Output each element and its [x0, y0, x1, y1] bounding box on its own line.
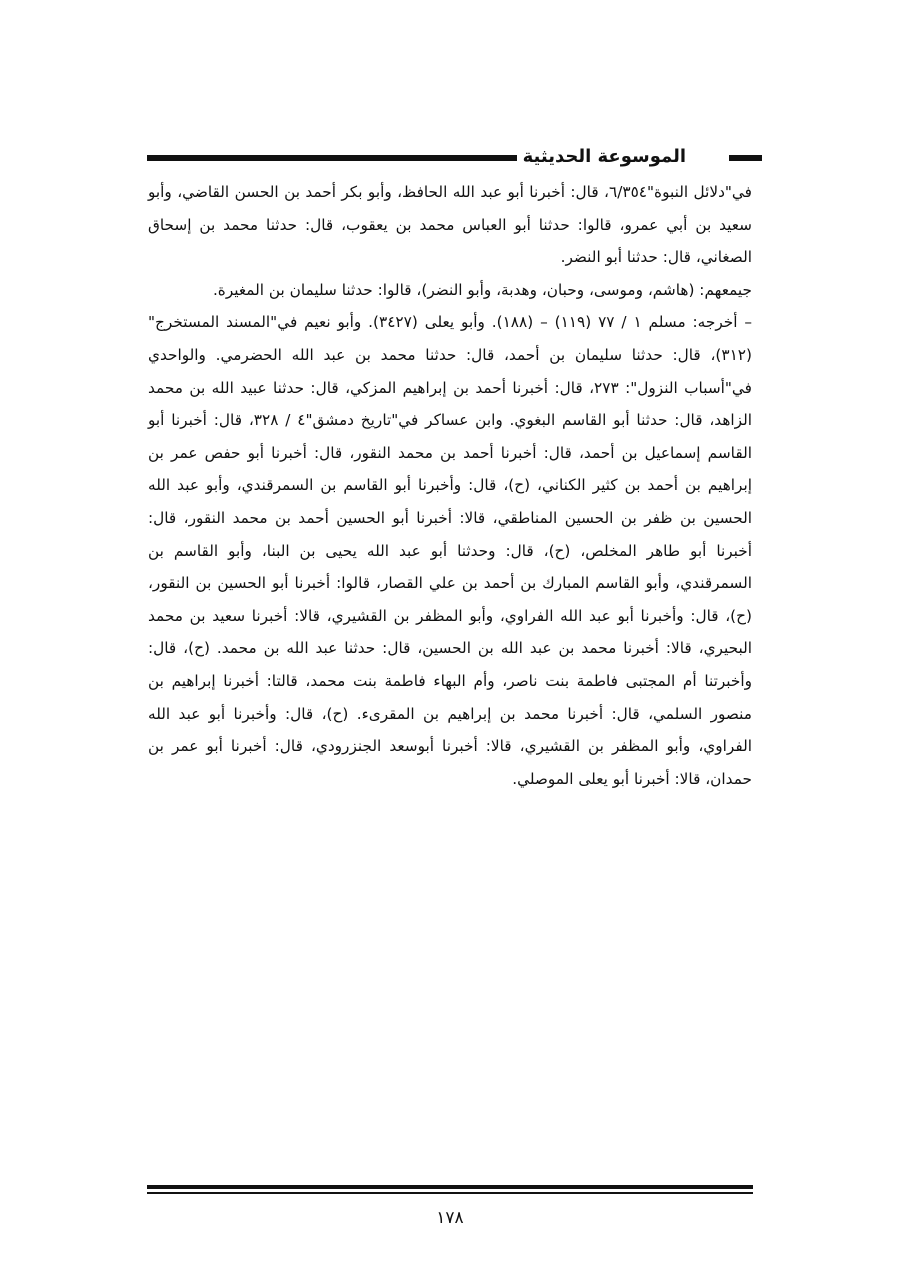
running-header — [147, 146, 762, 172]
footer-rule-thick — [147, 1185, 753, 1189]
paragraph-collective: جيمعهم: (هاشم، وموسى، وحبان، وهدبة، وأبو النضر)، قالوا: حدثنا سليمان بن المغيرة. — [212, 280, 752, 299]
header-rule-left — [147, 155, 537, 161]
paragraph-takhrij: – أخرجه: مسلم ١ / ٧٧ (١١٩) – (١٨٨). وأبو يعلى (٣٤٢٧). وأبو نعيم في"المسند المستخرج"(٣١٢)، قال: حدثنا سليمان بن أحمد، قال: حدثنا محمد بن عبد الله الحضرمي. والواحدي في"أسباب النزول": ٢٧٣، قال: أخبرنا أحمد بن إبراهيم المزكي، قال: حدثنا عبيد الله بن محمد الزاهد، قال: حدثنا أبو القاسم البغوي. وابن عساكر في"تاريخ دمشق"٤ / ٣٢٨، قال: أخبرنا أبو القاسم إسماعيل بن أحمد، قال: أخبرنا أحمد بن محمد النقور، قال: أخبرنا أبو حفص عمر بن إبراهيم بن أحمد بن كثير الكناني، (ح)، قال: وأخبرنا أبو القاسم بن السمرقندي، وأبو عبد الله الحسين بن ظفر بن الحسين المناطقي، قالا: أخبرنا أبو الحسين أحمد بن محمد النقور، قال: أخبرنا أبو طاهر المخلص، (ح)، قال: وحدثنا أبو عبد الله يحيى بن البنا، وأبو القاسم بن السمرقندي، وأبو القاسم المبارك بن أحمد بن علي القصار، قالوا: أخبرنا أبو الحسين بن النقور، (ح)، قال: وأخبرنا أبو عبد الله الفراوي، وأبو المظفر بن القشيري، قالا: أخبرنا سعيد بن محمد البحيري، قالا: أخبرنا محمد بن عبد الله بن الحسين، قال: حدثنا عبد الله بن محمد. (ح)، قال: وأخبرتنا أم المجتبى فاطمة بنت ناصر، وأم البهاء فاطمة بنت محمد، قالتا: أخبرنا إبراهيم بن منصور السلمي، قال: أخبرنا محمد بن إبراهيم بن المقرىء. (ح)، قال: وأخبرنا أبو عبد الله الفراوي، وأبو المظفر بن القشيري، قالا: أخبرنا أبوسعد الجنزرودي، قال: أخبرنا أبو عمر بن حمدان، قالا: أخبرنا أبو يعلى الموصلي. — [148, 313, 753, 788]
footer-rule-thin — [147, 1192, 753, 1194]
header-rule-right — [729, 155, 762, 161]
page-number: ١٧٨ — [436, 1208, 464, 1228]
header-title: الموسوعة الحديثية — [517, 145, 692, 169]
paragraph-source: في"دلائل النبوة"٦/٣٥٤، قال: أخبرنا أبو عبد الله الحافظ، وأبو بكر أحمد بن الحسن القاضي، وأبو سعيد بن أبي عمرو، قالوا: حدثنا أبو العباس محمد بن يعقوب، قال: حدثنا محمد بن إسحاق الصغاني، قال: حدثنا أبو النضر. — [148, 183, 752, 267]
body-text — [148, 176, 752, 795]
